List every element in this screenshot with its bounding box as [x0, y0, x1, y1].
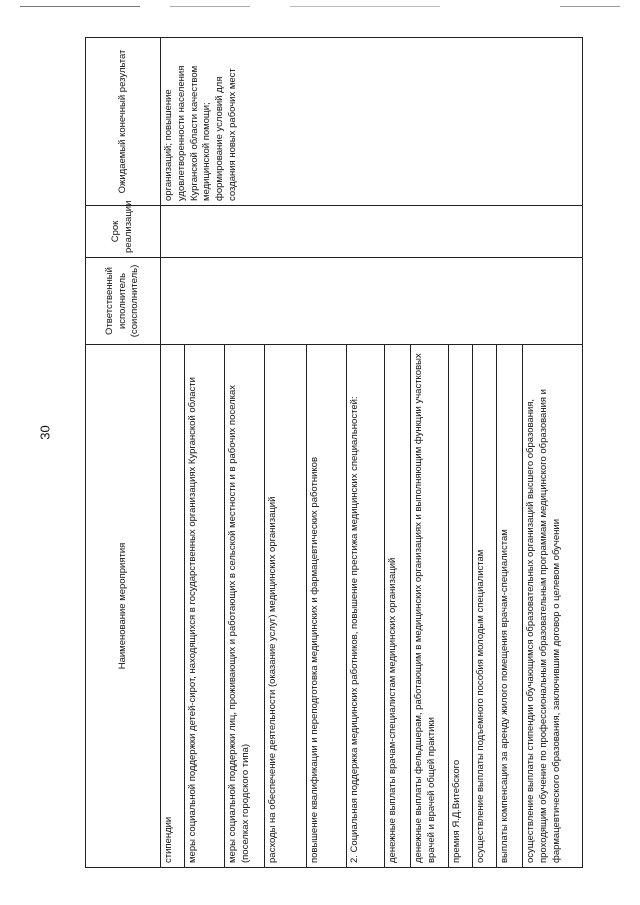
header-name: Наименование мероприятия	[86, 345, 161, 868]
scan-artifact-line	[170, 6, 250, 7]
rotated-page	[85, 38, 561, 868]
term-cell	[161, 206, 583, 258]
row-name: денежные выплаты фельдшерам, работающим в медицинских организациях и выполняющим функции участковых врачей и врачей общей практики	[411, 345, 449, 868]
row-name: меры социальной поддержки детей-сирот, находящихся в государственных организациях Курганской области	[185, 345, 225, 868]
measures-table	[85, 37, 583, 868]
header-responsible: Ответственный исполнитель (соисполнитель)	[86, 258, 161, 345]
row-name: осуществление выплаты стипендии обучающимся образовательных организаций высшего образования, проходящим обучение по профессиональным образовательным программам медицинского образования и фармацевтического образования, заключившим договор о целевом обучении	[523, 345, 583, 868]
scan-artifact-line	[20, 6, 140, 7]
header-result: Ожидаемый конечный результат	[86, 38, 161, 206]
row-name: денежные выплаты врачам-специалистам медицинских организаций	[385, 345, 411, 868]
row-name: 2. Социальная поддержка медицинских работников, повышение престижа медицинских специальностей:	[347, 345, 385, 868]
page-number: 30	[37, 425, 53, 440]
row-name: осуществление выплаты подъемного пособия молодым специалистам	[473, 345, 497, 868]
result-cell: организаций; повышение удовлетворенности населения Курганской области качеством медицинской помощи; формирование условий для создания новых рабочих мест	[161, 38, 583, 206]
row-name: меры социальной поддержки лиц, проживающих и работающих в сельской местности и в рабочих поселках (поселках городского типа)	[225, 345, 265, 868]
row-name: премия Я.Д.Витебского	[449, 345, 473, 868]
row-name: стипендии	[161, 345, 185, 868]
row-name: повышение квалификации и переподготовка медицинских и фармацевтических работников	[307, 345, 347, 868]
table-row	[161, 38, 185, 868]
responsible-cell	[161, 258, 583, 345]
table-header-row	[86, 38, 161, 868]
row-name: расходы на обеспечение деятельности (оказание услуг) медицинских организаций	[265, 345, 307, 868]
scan-artifact-line	[290, 6, 440, 7]
scan-artifact-line	[560, 6, 620, 7]
row-name: выплаты компенсации за аренду жилого помещения врачам-специалистам	[497, 345, 523, 868]
header-term: Срок реализации	[86, 206, 161, 258]
